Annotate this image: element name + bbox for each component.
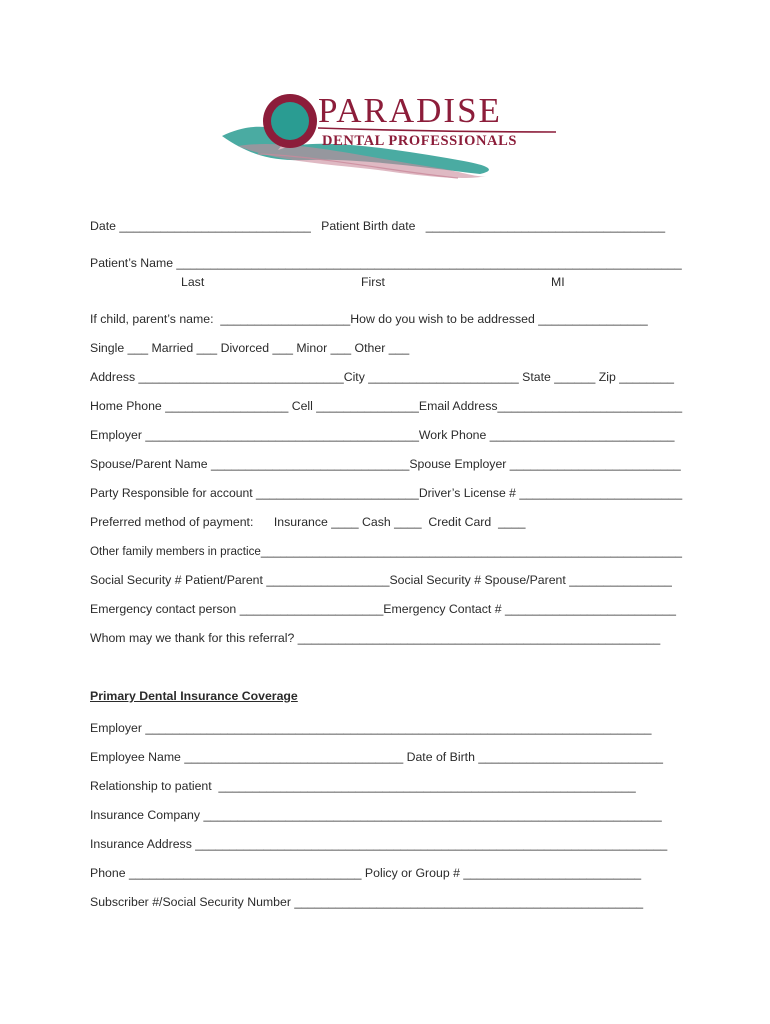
marital-status-row: Single ___ Married ___ Divorced ___ Minor ___ Other ___ bbox=[90, 341, 410, 355]
subscriber-row: Subscriber #/Social Security Number ___________________________________________________ bbox=[90, 895, 644, 909]
phone-email-row: Home Phone __________________ Cell _______________Email Address___________________________ bbox=[90, 399, 683, 413]
relationship-row: Relationship to patient _____________________________________________________________ bbox=[90, 779, 636, 793]
patient-name-row: Patient’s Name __________________________________________________________________________ bbox=[90, 256, 682, 270]
parent-name-row: If child, parent’s name: ___________________How do you wish to be addressed ________________ bbox=[90, 312, 648, 326]
name-part-first: First bbox=[361, 275, 385, 289]
insurance-company-row: Insurance Company ___________________________________________________________________ bbox=[90, 808, 662, 822]
name-part-last: Last bbox=[181, 275, 205, 289]
insurance-section-heading: Primary Dental Insurance Coverage bbox=[90, 689, 298, 703]
spouse-parent-row: Spouse/Parent Name _____________________________Spouse Employer _________________________ bbox=[90, 457, 681, 471]
insurance-phone-policy-row: Phone __________________________________ Policy or Group # __________________________ bbox=[90, 866, 642, 880]
responsible-party-row: Party Responsible for account ________________________Driver’s License # ________________________ bbox=[90, 486, 683, 500]
emergency-contact-row: Emergency contact person _____________________Emergency Contact # _________________________ bbox=[90, 602, 676, 616]
paradise-dental-logo bbox=[218, 88, 558, 188]
insurance-address-row: Insurance Address _____________________________________________________________________ bbox=[90, 837, 668, 851]
family-members-row: Other family members in practice_________________________________________________________________ bbox=[90, 544, 682, 558]
logo-name-dental-professionals: DENTAL PROFESSIONALS bbox=[322, 133, 518, 149]
name-part-mi: MI bbox=[551, 275, 565, 289]
employee-name-row: Employee Name ________________________________ Date of Birth ___________________________ bbox=[90, 750, 663, 764]
social-security-row: Social Security # Patient/Parent __________________Social Security # Spouse/Parent _______________ bbox=[90, 573, 672, 587]
address-row: Address ______________________________City ______________________ State ______ Zip ________ bbox=[90, 370, 674, 384]
payment-method-row: Preferred method of payment: Insurance ____ Cash ____ Credit Card ____ bbox=[90, 515, 526, 529]
employer-row: Employer ________________________________________Work Phone ___________________________ bbox=[90, 428, 675, 442]
insurance-employer-row: Employer __________________________________________________________________________ bbox=[90, 721, 652, 735]
date-birthdate-row: Date ____________________________ Patient Birth date ___________________________________ bbox=[90, 219, 666, 233]
referral-row: Whom may we thank for this referral? _____________________________________________________ bbox=[90, 631, 661, 645]
logo-name-paradise: PARADISE bbox=[318, 91, 502, 130]
